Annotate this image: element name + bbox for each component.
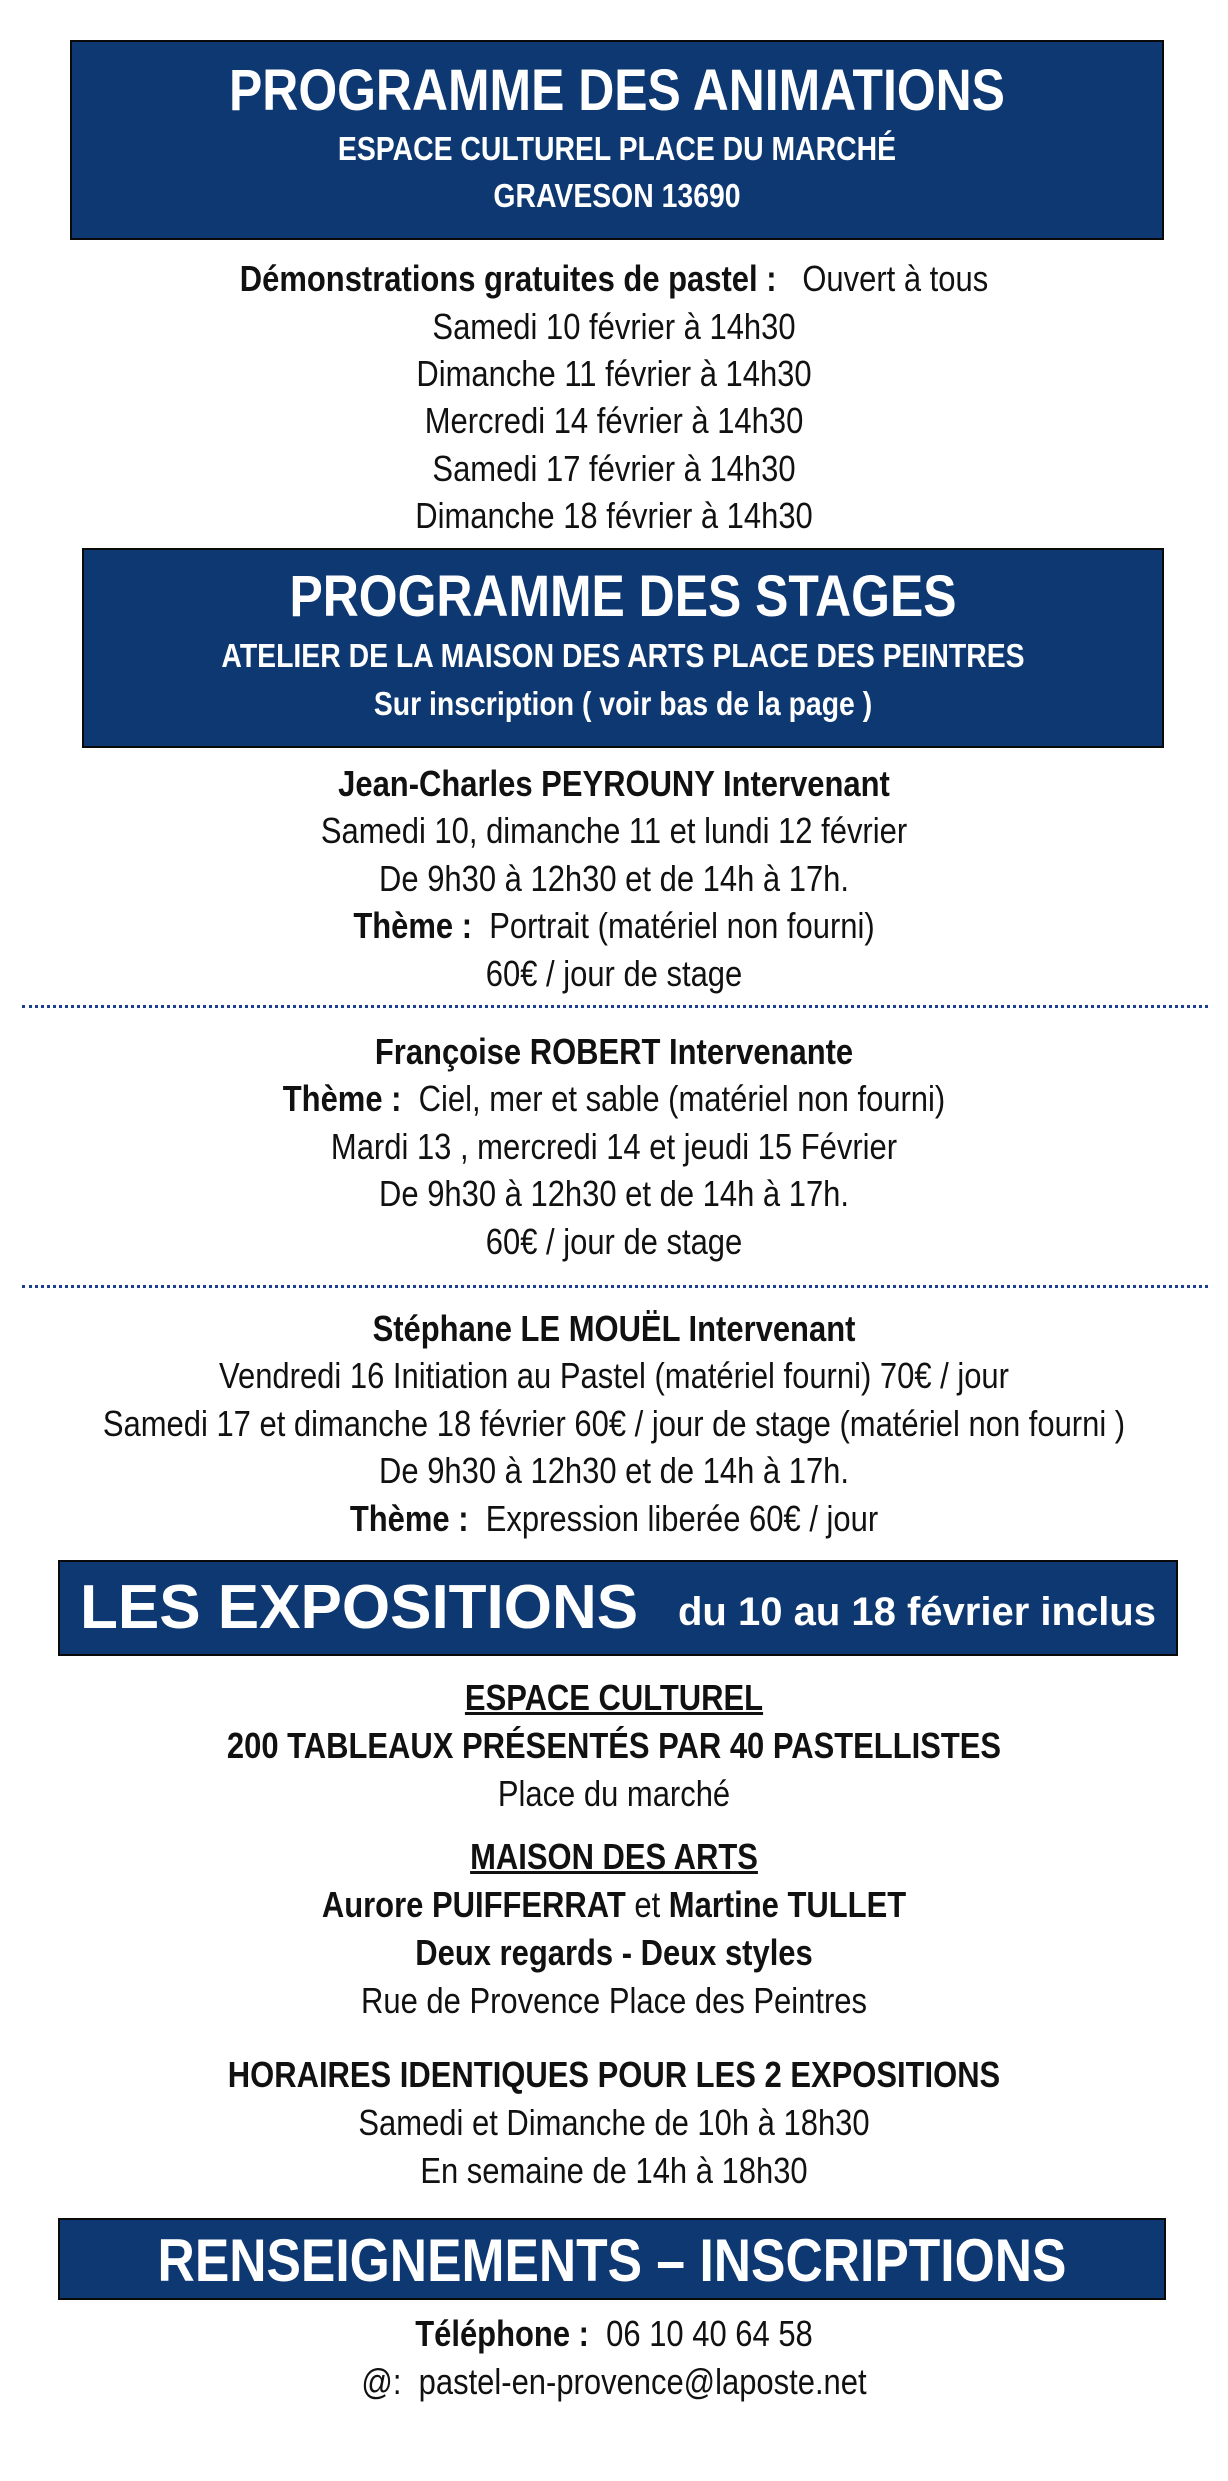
stage1-theme	[86, 902, 1142, 950]
divider-1	[22, 1005, 1208, 1008]
stage2-price: 60€ / jour de stage	[485, 1221, 743, 1262]
expo2-heading	[86, 1833, 1142, 1881]
stages-title: PROGRAMME DES STAGES	[289, 564, 957, 629]
stage3-theme	[86, 1495, 1142, 1543]
expo2-artist1: Aurore PUIFFERRAT	[321, 1884, 626, 1925]
stages-banner	[82, 548, 1164, 748]
expositions-banner	[58, 1560, 1178, 1656]
expo2-and: et	[634, 1884, 661, 1925]
stage1-theme-text: Portrait (matériel non fourni)	[489, 905, 875, 946]
contact-phone-number: 06 10 40 64 58	[606, 2313, 813, 2354]
contact-phone	[86, 2310, 1142, 2358]
stage1-dates: Samedi 10, dimanche 11 et lundi 12 février	[320, 810, 908, 851]
stage2-name	[86, 1028, 1142, 1076]
expo2-heading-text: MAISON DES ARTS	[470, 1836, 758, 1877]
stage3-name	[86, 1305, 1142, 1353]
stage1-name-text: Jean-Charles PEYROUNY Intervenant	[338, 763, 890, 804]
expo2-subtitle-text: Deux regards - Deux styles	[415, 1932, 813, 1973]
stage1-name	[86, 760, 1142, 808]
stage1-theme-label: Thème :	[353, 905, 473, 946]
stage3-hours: De 9h30 à 12h30 et de 14h à 17h.	[379, 1450, 849, 1491]
stage2-name-text: Françoise ROBERT Intervenante	[374, 1031, 854, 1072]
contact-email-label: @:	[361, 2361, 402, 2402]
contact-email-address[interactable]: pastel-en-provence@laposte.net	[418, 2361, 867, 2402]
expo-hours-title	[86, 2051, 1142, 2099]
demo-date-2: Dimanche 11 février à 14h30	[416, 353, 812, 394]
animations-town: GRAVESON 13690	[493, 177, 741, 214]
expo-hours-title-text: HORAIRES IDENTIQUES POUR LES 2 EXPOSITIONS	[227, 2054, 1001, 2095]
contact-banner	[58, 2218, 1166, 2300]
stage3-name-text: Stéphane LE MOUËL Intervenant	[372, 1308, 856, 1349]
stage2-theme-label: Thème :	[282, 1078, 402, 1119]
stage1-hours: De 9h30 à 12h30 et de 14h à 17h.	[379, 858, 849, 899]
expo-hours-weekend: Samedi et Dimanche de 10h à 18h30	[358, 2102, 870, 2143]
demo-date-5: Dimanche 18 février à 14h30	[415, 495, 813, 536]
expositions-title: LES EXPOSITIONS	[80, 1573, 639, 1642]
expo1-desc	[86, 1722, 1142, 1770]
expo2-place: Rue de Provence Place des Peintres	[361, 1980, 867, 2021]
contact-title: RENSEIGNEMENTS – INSCRIPTIONS	[157, 2227, 1067, 2294]
expo2-artist2: Martine TULLET	[668, 1884, 907, 1925]
demo-label: Démonstrations gratuites de pastel :	[239, 258, 777, 299]
animations-venue: ESPACE CULTUREL PLACE DU MARCHÉ	[337, 130, 897, 167]
expo1-heading-text: ESPACE CULTUREL	[464, 1677, 764, 1718]
stage3-line2: Samedi 17 et dimanche 18 février 60€ / jour de stage (matériel non fourni )	[102, 1403, 1126, 1444]
stage1-price: 60€ / jour de stage	[485, 953, 743, 994]
stage3-line1: Vendredi 16 Initiation au Pastel (matériel fourni) 70€ / jour	[219, 1355, 1009, 1396]
expo1-heading	[86, 1674, 1142, 1722]
expositions-period: du 10 au 18 février inclus	[678, 1590, 1156, 1634]
divider-2	[22, 1285, 1208, 1288]
animations-banner	[70, 40, 1164, 240]
demo-line	[86, 255, 1142, 303]
demo-date-4: Samedi 17 février à 14h30	[432, 448, 796, 489]
stage2-theme	[86, 1075, 1142, 1123]
stage3-theme-text: Expression liberée 60€ / jour	[485, 1498, 879, 1539]
expo1-desc-text: 200 TABLEAUX PRÉSENTÉS PAR 40 PASTELLISTES	[226, 1725, 1002, 1766]
stage2-theme-text: Ciel, mer et sable (matériel non fourni)	[418, 1078, 946, 1119]
demo-date-1: Samedi 10 février à 14h30	[432, 306, 796, 347]
demo-open: Ouvert à tous	[802, 258, 989, 299]
expo2-subtitle	[86, 1929, 1142, 1977]
expo-hours-weekdays: En semaine de 14h à 18h30	[420, 2150, 808, 2191]
expo1-place: Place du marché	[497, 1773, 731, 1814]
demo-date-3: Mercredi 14 février à 14h30	[424, 400, 804, 441]
animations-title: PROGRAMME DES ANIMATIONS	[229, 58, 1005, 123]
stage2-hours: De 9h30 à 12h30 et de 14h à 17h.	[379, 1173, 849, 1214]
contact-phone-label: Téléphone :	[415, 2313, 589, 2354]
expo2-artists	[86, 1881, 1142, 1929]
contact-email	[86, 2358, 1142, 2406]
stages-note: Sur inscription ( voir bas de la page )	[373, 685, 873, 722]
stage3-theme-label: Thème :	[349, 1498, 469, 1539]
stage2-dates: Mardi 13 , mercredi 14 et jeudi 15 Février	[330, 1126, 898, 1167]
stages-venue: ATELIER DE LA MAISON DES ARTS PLACE DES PEINTRES	[221, 637, 1025, 674]
